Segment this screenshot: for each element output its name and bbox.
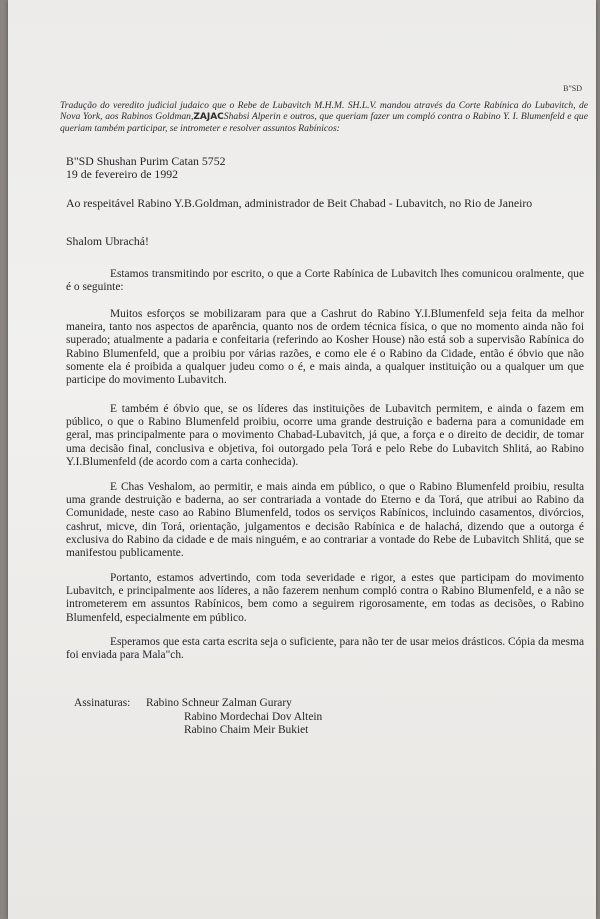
header-mark: B"SD (563, 84, 582, 93)
signatory: Rabino Chaim Meir Bukiet (184, 724, 309, 736)
paragraph-4: E Chas Veshalom, ao permitir, e mais ainda em público, o que o Rabino Blumenfeld proibiu, resulta uma grande destruição e baderna, ao ser contrariada a vontade do Eterno e da Torá, que atribui ao Rabino da Comunidade, neste caso ao Rabino Blumenfeld, todos os serviços Rabínicos, incluindo casamentos, divórcios, cashrut, micve, din Torá, orientação, julgamentos e decisão Rabínica e de halachá, dizendo que a outorga é exclusiva do Rabino da cidade e de mais ninguém, e ao contrariar a vontade do Rebe de Lubavitch Shlitá, que se manifestou publicamente. (66, 481, 584, 560)
date-block (66, 155, 226, 181)
signature-block (74, 697, 322, 738)
hebrew-date: B"SD Shushan Purim Catan 5752 (66, 154, 226, 168)
letter-page (8, 0, 596, 919)
signatory: Rabino Mordechai Dov Altein (184, 710, 323, 723)
paragraph-3: E também é óbvio que, se os líderes das instituições de Lubavitch permitem, e ainda o fazem em público, o que o Rabino Blumenfeld proibiu, ocorre uma grande destruição e baderna para a comunidade em geral, mas principalmente para o movimento Chabad-Lubavitch, já que, a força e o direito de decidir, de tomar uma decisão final, conclusiva e objetiva, foi outorgado pela Torá e pelo Rebe do Lubavitch Shlitá, ao Rabino Y.I.Blumenfeld (de acordo com a carta conhecida). (66, 403, 584, 468)
greeting: Shalom Ubrachá! (66, 234, 149, 248)
translation-note (60, 100, 588, 135)
addressee-line: Ao respeitável Rabino Y.B.Goldman, administrador de Beit Chabad - Lubavitch, no Rio de Janeiro (66, 196, 533, 210)
handwritten-insertion: ZAJAC (193, 112, 224, 123)
gregorian-date: 19 de fevereiro de 1992 (66, 167, 179, 181)
signatures-label: Assinaturas: (74, 697, 131, 709)
translation-note-part2: Shabsi Alperin e outros, que queriam fazer um compló contra o Rabino Y. I. Blumenfeld e que queriam também participar, se intrometer e resolver assuntos Rabínicos: (60, 111, 588, 135)
paragraph-5: Portanto, estamos advertindo, com toda severidade e rigor, a estes que participam do movimento Lubavitch, e principalmente aos líderes, a não fazerem nenhum compló contra o Rabino Blumenfeld, e a não se intrometerem em assuntos Rabínicos, bem como a seguirem rigorosamente, em todas as decisões, o Rabino Blumenfeld, especialmente em público. (66, 572, 584, 624)
signatory: Rabino Schneur Zalman Gurary (146, 697, 292, 709)
paragraph-1: Estamos transmitindo por escrito, o que a Corte Rabínica de Lubavitch lhes comunicou oralmente, que é o seguinte: (66, 268, 584, 294)
translation-note-part1: Tradução do veredito judicial judaico que o Rebe de Lubavitch M.H.M. SH.L.V. mandou através da Corte Rabínica do Lubavitch, de Nova York, aos Rabinos Goldman, (60, 100, 588, 123)
paragraph-6: Esperamos que esta carta escrita seja o suficiente, para não ter de usar meios drásticos. Cópia da mesma foi enviada para Mala"ch. (66, 636, 584, 662)
paragraph-2: Muitos esforços se mobilizaram para que a Cashrut do Rabino Y.I.Blumenfeld seja feita da melhor maneira, tanto nos aspectos de aparência, quanto nos de ordem técnica física, o que no momento ainda não foi superado; atualmente a padaria e confeitaria (referindo ao Kosher House) não está sob a supervisão Rabínica do Rabino Blumenfeld, que a proibiu por várias razões, e como ele é o Rabino da Cidade, então é óbvio que não somente ela é proibida a qualquer judeu como o é, e mais ainda, a qualquer instituição ou a qualquer um que participe do movimento Lubavitch. (66, 308, 584, 387)
